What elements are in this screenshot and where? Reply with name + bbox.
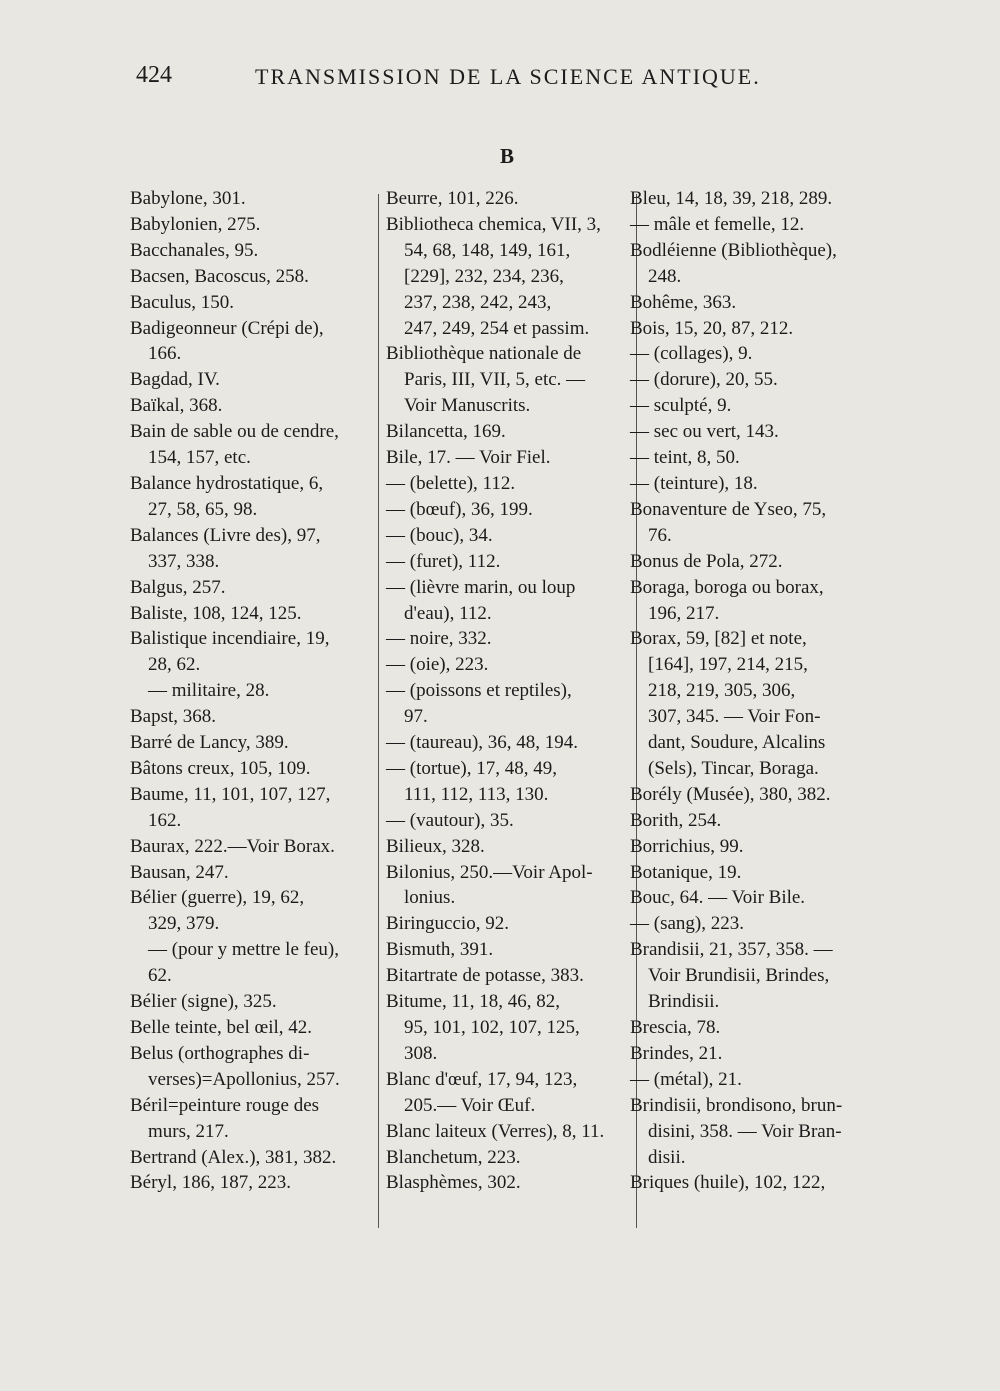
- index-entry-line: Brindes, 21.: [630, 1042, 723, 1064]
- index-entry-line: — sculpté, 9.: [630, 395, 732, 417]
- index-entry-line: 62.: [148, 965, 172, 987]
- index-entry-line: Bitartrate de potasse, 383.: [386, 965, 584, 987]
- index-entry-line: Balance hydrostatique, 6,: [130, 472, 324, 494]
- index-entry-line: Bouc, 64. — Voir Bile.: [630, 887, 806, 909]
- index-entry-line: Bilancetta, 169.: [386, 421, 506, 443]
- index-column-3: [630, 186, 892, 1196]
- index-entry-line: Baïkal, 368.: [130, 395, 223, 417]
- index-entry-line: 111, 112, 113, 130.: [404, 783, 549, 805]
- index-entry-line: Balgus, 257.: [130, 576, 226, 598]
- index-entry-line: Bélier (guerre), 19, 62,: [130, 887, 305, 909]
- index-entry-line: Bélier (signe), 325.: [130, 991, 277, 1013]
- index-entry-line: 166.: [148, 343, 182, 365]
- index-entry-line: 247, 249, 254 et passim.: [404, 317, 590, 339]
- index-entry-line: Voir Manuscrits.: [404, 395, 531, 417]
- index-entry-line: Blanchetum, 223.: [386, 1146, 521, 1168]
- index-entry-line: Brindisii.: [648, 991, 720, 1013]
- index-entry-line: 97.: [404, 706, 428, 728]
- index-entry-line: Brandisii, 21, 357, 358. —: [630, 939, 833, 961]
- index-entry-line: verses)=Apollonius, 257.: [148, 1068, 340, 1090]
- index-entry-line: Blanc d'œuf, 17, 94, 123,: [386, 1068, 578, 1090]
- index-entry-line: Barré de Lancy, 389.: [130, 732, 289, 754]
- index-entry-line: 237, 238, 242, 243,: [404, 291, 552, 313]
- index-entry-line: — (teinture), 18.: [630, 472, 758, 494]
- index-entry-line: — (dorure), 20, 55.: [630, 369, 778, 391]
- index-entry-line: murs, 217.: [148, 1120, 229, 1142]
- index-entry-line: — (bœuf), 36, 199.: [386, 498, 533, 520]
- index-entry-line: Baliste, 108, 124, 125.: [130, 602, 302, 624]
- index-entry-line: Baurax, 222.—Voir Borax.: [130, 835, 335, 857]
- index-entry-line: — (furet), 112.: [386, 550, 501, 572]
- index-entry-line: Bois, 15, 20, 87, 212.: [630, 317, 794, 339]
- index-entry-line: 205.— Voir Œuf.: [404, 1094, 536, 1116]
- index-entry-line: [164], 197, 214, 215,: [648, 654, 808, 676]
- index-entry-line: Belus (orthographes di-: [130, 1042, 310, 1064]
- index-entry-line: — (taureau), 36, 48, 194.: [386, 732, 579, 754]
- index-entry-line: Badigeonneur (Crépi de),: [130, 317, 324, 339]
- index-entry-line: dant, Soudure, Alcalins: [648, 732, 826, 754]
- index-entry-line: 218, 219, 305, 306,: [648, 680, 796, 702]
- index-entry-line: Bibliothèque nationale de: [386, 343, 582, 365]
- index-entry-line: Bohême, 363.: [630, 291, 737, 313]
- index-entry-line: Borax, 59, [82] et note,: [630, 628, 807, 650]
- index-entry-line: Bleu, 14, 18, 39, 218, 289.: [630, 188, 833, 209]
- index-entry-line: Bonaventure de Yseo, 75,: [630, 498, 827, 520]
- running-title: TRANSMISSION DE LA SCIENCE ANTIQUE.: [255, 64, 761, 89]
- index-entry-line: — (oie), 223.: [386, 654, 489, 676]
- index-entry-line: Bacchanales, 95.: [130, 239, 259, 261]
- index-entry-line: Balances (Livre des), 97,: [130, 524, 321, 546]
- index-entry-line: — noire, 332.: [386, 628, 492, 650]
- index-entry-line: — (lièvre marin, ou loup: [386, 576, 576, 598]
- index-entry-line: — militaire, 28.: [148, 680, 270, 702]
- page-number: 424: [136, 62, 172, 88]
- index-entry-line: Baume, 11, 101, 107, 127,: [130, 783, 331, 805]
- index-entry-line: Botanique, 19.: [630, 861, 742, 883]
- index-entry-line: Paris, III, VII, 5, etc. —: [404, 369, 586, 391]
- index-entry-line: — sec ou vert, 143.: [630, 421, 779, 443]
- index-entry-line: 95, 101, 102, 107, 125,: [404, 1017, 580, 1038]
- index-entry-line: — (poissons et reptiles),: [386, 680, 572, 702]
- index-entry-line: Bapst, 368.: [130, 706, 217, 728]
- index-entry-line: — (tortue), 17, 48, 49,: [386, 757, 557, 779]
- index-entry-line: Bonus de Pola, 272.: [630, 550, 783, 572]
- index-entry-line: (Sels), Tincar, Boraga.: [648, 757, 819, 779]
- index-entry-line: — mâle et femelle, 12.: [630, 213, 805, 235]
- index-entry-line: Biringuccio, 92.: [386, 913, 509, 935]
- index-entry-line: 337, 338.: [148, 550, 220, 572]
- index-entry-line: Belle teinte, bel œil, 42.: [130, 1017, 313, 1038]
- index-entry-line: Bilieux, 328.: [386, 835, 485, 857]
- index-entry-line: 329, 379.: [148, 913, 220, 935]
- index-entry-line: 154, 157, etc.: [148, 447, 251, 469]
- index-entry-line: — (pour y mettre le feu),: [148, 939, 339, 961]
- index-entry-line: Babylonien, 275.: [130, 213, 261, 235]
- index-entry-line: Borith, 254.: [630, 809, 722, 831]
- index-entry-line: 196, 217.: [648, 602, 720, 624]
- index-entry-line: Brescia, 78.: [630, 1017, 721, 1038]
- index-entry-line: 307, 345. — Voir Fon-: [648, 706, 821, 728]
- index-entry-line: 162.: [148, 809, 182, 831]
- index-entry-line: 248.: [648, 265, 682, 287]
- index-entry-line: — teint, 8, 50.: [630, 447, 740, 469]
- index-entry-line: 76.: [648, 524, 672, 546]
- index-entry-line: 28, 62.: [148, 654, 201, 676]
- index-entry-line: Baculus, 150.: [130, 291, 234, 313]
- index-entry-line: — (bouc), 34.: [386, 524, 493, 546]
- index-entry-line: Balistique incendiaire, 19,: [130, 628, 330, 650]
- index-entry-line: Bibliotheca chemica, VII, 3,: [386, 213, 601, 235]
- index-entry-line: Béril=peinture rouge des: [130, 1094, 320, 1116]
- index-entry-line: Bertrand (Alex.), 381, 382.: [130, 1146, 337, 1168]
- index-entry-line: — (vautour), 35.: [386, 809, 514, 831]
- index-entry-line: Beurre, 101, 226.: [386, 188, 519, 209]
- index-entry-line: Boraga, boroga ou borax,: [630, 576, 824, 598]
- index-entry-line: 27, 58, 65, 98.: [148, 498, 258, 520]
- index-entry-line: Borrichius, 99.: [630, 835, 744, 857]
- index-entry-line: Brindisii, brondisono, brun-: [630, 1094, 843, 1116]
- page-header: [0, 58, 1000, 98]
- index-entry-line: disini, 358. — Voir Bran-: [648, 1120, 842, 1142]
- index-entry-line: — (belette), 112.: [386, 472, 516, 494]
- index-entry-line: 54, 68, 148, 149, 161,: [404, 239, 571, 261]
- index-entry-line: Blasphèmes, 302.: [386, 1172, 521, 1194]
- index-entry-line: Briques (huile), 102, 122,: [630, 1172, 826, 1194]
- index-column-2: [386, 186, 630, 1196]
- index-entry-line: Babylone, 301.: [130, 188, 246, 209]
- index-entry-line: Bodléienne (Bibliothèque),: [630, 239, 837, 261]
- index-entry-line: — (sang), 223.: [630, 913, 744, 935]
- section-letter: B: [500, 144, 515, 168]
- index-entry-line: Voir Brundisii, Brindes,: [648, 965, 830, 987]
- index-entry-line: disii.: [648, 1146, 686, 1168]
- index-entry-line: Bile, 17. — Voir Fiel.: [386, 447, 551, 469]
- index-entry-line: Bilonius, 250.—Voir Apol-: [386, 861, 593, 883]
- index-entry-line: Bain de sable ou de cendre,: [130, 421, 339, 443]
- index-entry-line: lonius.: [404, 887, 456, 909]
- index-entry-line: Bâtons creux, 105, 109.: [130, 757, 311, 779]
- index-entry-line: Bagdad, IV.: [130, 369, 220, 391]
- index-entry-line: Bausan, 247.: [130, 861, 229, 883]
- index-entry-line: Blanc laiteux (Verres), 8, 11.: [386, 1120, 605, 1142]
- column-divider: [378, 194, 379, 1228]
- index-entry-line: Borély (Musée), 380, 382.: [630, 783, 831, 805]
- index-column-1: [130, 186, 366, 1196]
- index-entry-line: 308.: [404, 1042, 438, 1064]
- index-entry-line: Bacsen, Bacoscus, 258.: [130, 265, 309, 287]
- index-entry-line: Béryl, 186, 187, 223.: [130, 1172, 291, 1194]
- index-entry-line: — (collages), 9.: [630, 343, 753, 365]
- index-entry-line: d'eau), 112.: [404, 602, 492, 624]
- index-entry-line: Bismuth, 391.: [386, 939, 494, 961]
- index-entry-line: [229], 232, 234, 236,: [404, 265, 564, 287]
- index-entry-line: Bitume, 11, 18, 46, 82,: [386, 991, 560, 1013]
- index-entry-line: — (métal), 21.: [630, 1068, 742, 1090]
